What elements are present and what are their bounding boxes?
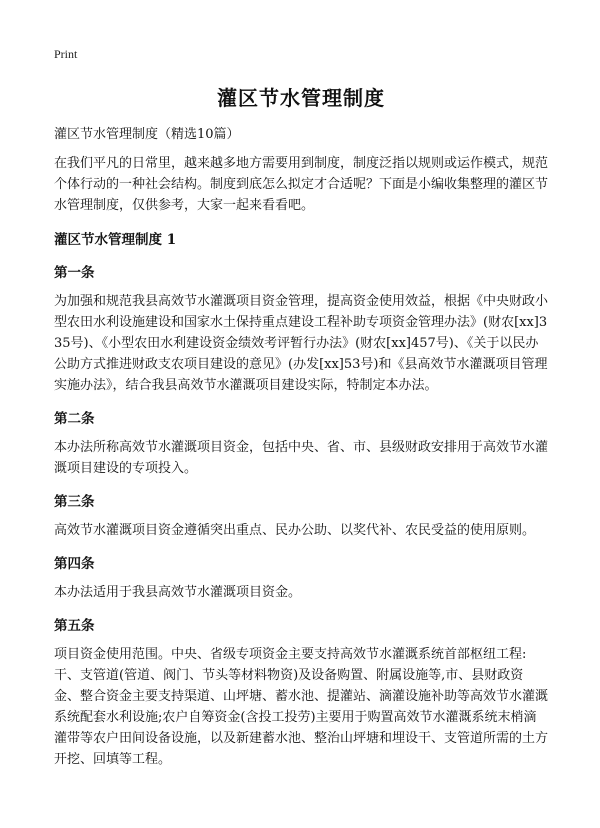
article-1-text: 为加强和规范我县高效节水灌溉项目资金管理，提高资金使用效益，根据《中央财政小型农田水利设施建设和国家水土保持重点建设工程补助专项资金管理办法》(财农[xx]335号)、《小型农田水利建设资金绩效考评暂行办法》(财农[xx]457号)、《关于以民办公助方式推进财政支农项目建设的意见》(办发[xx]53号)和《县高效节水灌溉项目管理实施办法》，结合我县高效节水灌溉项目建设实际，特制定本办法。 <box>54 294 549 393</box>
article-5-heading: 第五条 <box>54 618 95 634</box>
article-3-heading: 第三条 <box>54 494 95 510</box>
intro-paragraph: 在我们平凡的日常里，越来越多地方需要用到制度，制度泛指以规则或运作模式，规范个体行动的一种社会结构。制度到底怎么拟定才合适呢？下面是小编收集整理的灌区节水管理制度，仅供参考，大家一起来看看吧。 <box>54 156 549 213</box>
article-4-text: 本办法适用于我县高效节水灌溉项目资金。 <box>54 585 302 600</box>
section-title: 灌区节水管理制度 1 <box>54 232 177 248</box>
article-2-text: 本办法所称高效节水灌溉项目资金，包括中央、省、市、县级财政安排用于高效节水灌溉项目建设的专项投入。 <box>54 440 549 476</box>
article-4-heading: 第四条 <box>54 556 95 572</box>
page-title: 灌区节水管理制度 <box>217 86 385 110</box>
document-subtitle: 灌区节水管理制度（精选10篇） <box>54 127 240 142</box>
article-3-text: 高效节水灌溉项目资金遵循突出重点、民办公助、以奖代补、农民受益的使用原则。 <box>54 523 536 538</box>
article-1-heading: 第一条 <box>54 265 95 281</box>
article-5-text: 项目资金使用范围。中央、省级专项资金主要支持高效节水灌溉系统首部枢纽工程:干、支管道(管道、阀门、节头等材料物资)及设备购置、附属设施等,市、县财政资金、整合资金主要支持渠道、山坪塘、蓄水池、提灌站、滴灌设施补助等高效节水灌溉系统配套水利设施;农户自筹资金(含投工投劳)主要用于购置高效节水灌溉系统末梢滴灌带等农户田间设备设施，以及新建蓄水池、整治山坪塘和埋设干、支管道所需的土方开挖、回填等工程。 <box>54 647 549 767</box>
article-2-heading: 第二条 <box>54 411 95 427</box>
print-link[interactable]: Print <box>54 47 78 61</box>
